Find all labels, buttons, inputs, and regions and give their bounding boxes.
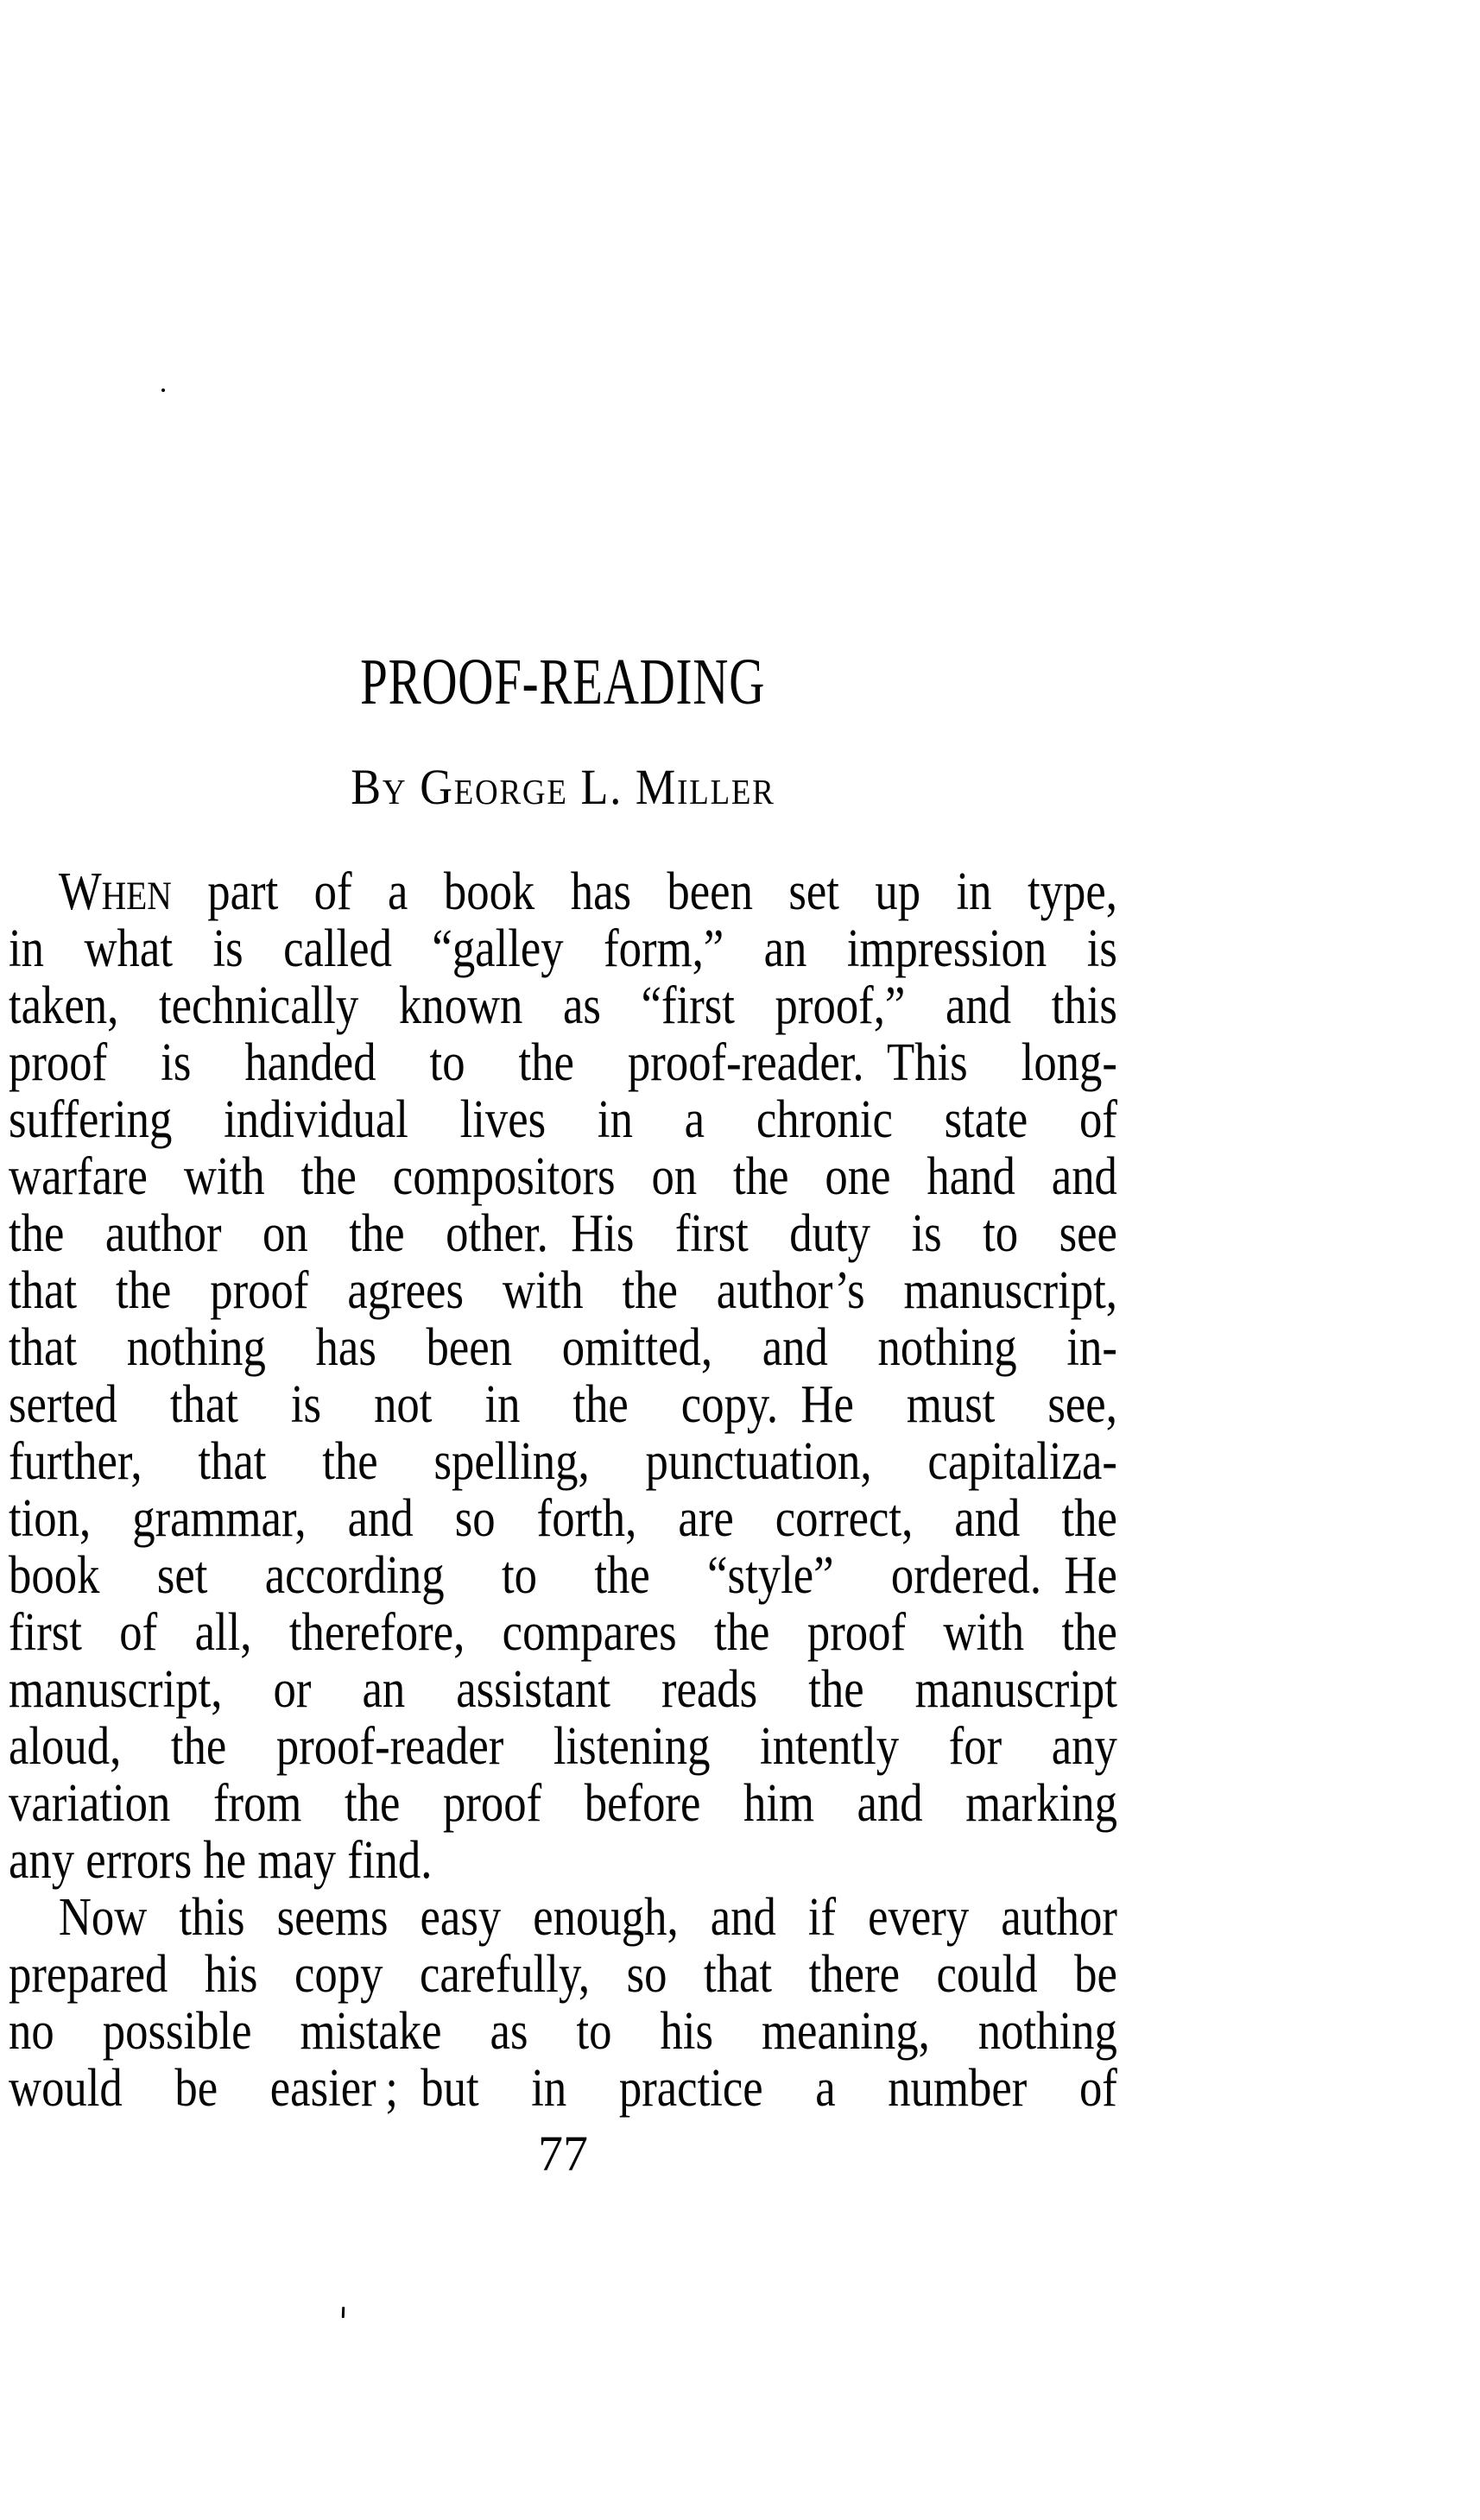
- text-line: Now this seems easy enough, and if every author: [58, 1888, 1117, 1947]
- ink-dash: [342, 2307, 345, 2318]
- text-line: prepared his copy carefully, so that there could be: [9, 1945, 1117, 2004]
- text-line: tion, grammar, and so forth, are correct, and the: [9, 1489, 1117, 1548]
- text-line: in what is called “galley form,” an impression is: [9, 919, 1117, 978]
- byline-text: By George L. Miller: [351, 759, 775, 815]
- text-line: aloud, the proof-reader listening intently for any: [9, 1717, 1117, 1776]
- text-line: serted that is not in the copy. He must see,: [9, 1375, 1117, 1434]
- text-line: no possible mistake as to his meaning, nothing: [9, 2002, 1117, 2061]
- text-line: further, that the spelling, punctuation, capitaliza-: [9, 1432, 1117, 1491]
- text-line: warfare with the compositors on the one hand and: [9, 1147, 1117, 1206]
- text-line: taken, technically known as “first proof,” and this: [9, 976, 1117, 1035]
- text-line: the author on the other. His first duty is to see: [9, 1204, 1117, 1263]
- text-line: variation from the proof before him and marking: [9, 1774, 1117, 1833]
- text-line: book set according to the “style” ordered. He: [9, 1546, 1117, 1605]
- body-text: [9, 863, 1117, 2117]
- text-line: proof is handed to the proof-reader. This long-: [9, 1033, 1117, 1092]
- ink-speck: [161, 388, 165, 392]
- text-line: WHEN part of a book has been set up in type,: [58, 862, 1117, 921]
- text-line: manuscript, or an assistant reads the manuscript: [9, 1660, 1117, 1719]
- page-number: 77: [538, 2125, 588, 2182]
- page-title-text: PROOF-READING: [360, 646, 766, 718]
- text-line: any errors he may find.: [9, 1831, 433, 1890]
- text-line: first of all, therefore, compares the proof with the: [9, 1603, 1117, 1662]
- byline: [9, 759, 1117, 815]
- text-line: that the proof agrees with the author’s manuscript,: [9, 1261, 1117, 1320]
- text-line: would be easier ; but in practice a number of: [9, 2059, 1117, 2118]
- text-line: that nothing has been omitted, and nothing in-: [9, 1318, 1117, 1377]
- text-line: suffering individual lives in a chronic state of: [9, 1090, 1117, 1149]
- page-title: [9, 646, 1117, 718]
